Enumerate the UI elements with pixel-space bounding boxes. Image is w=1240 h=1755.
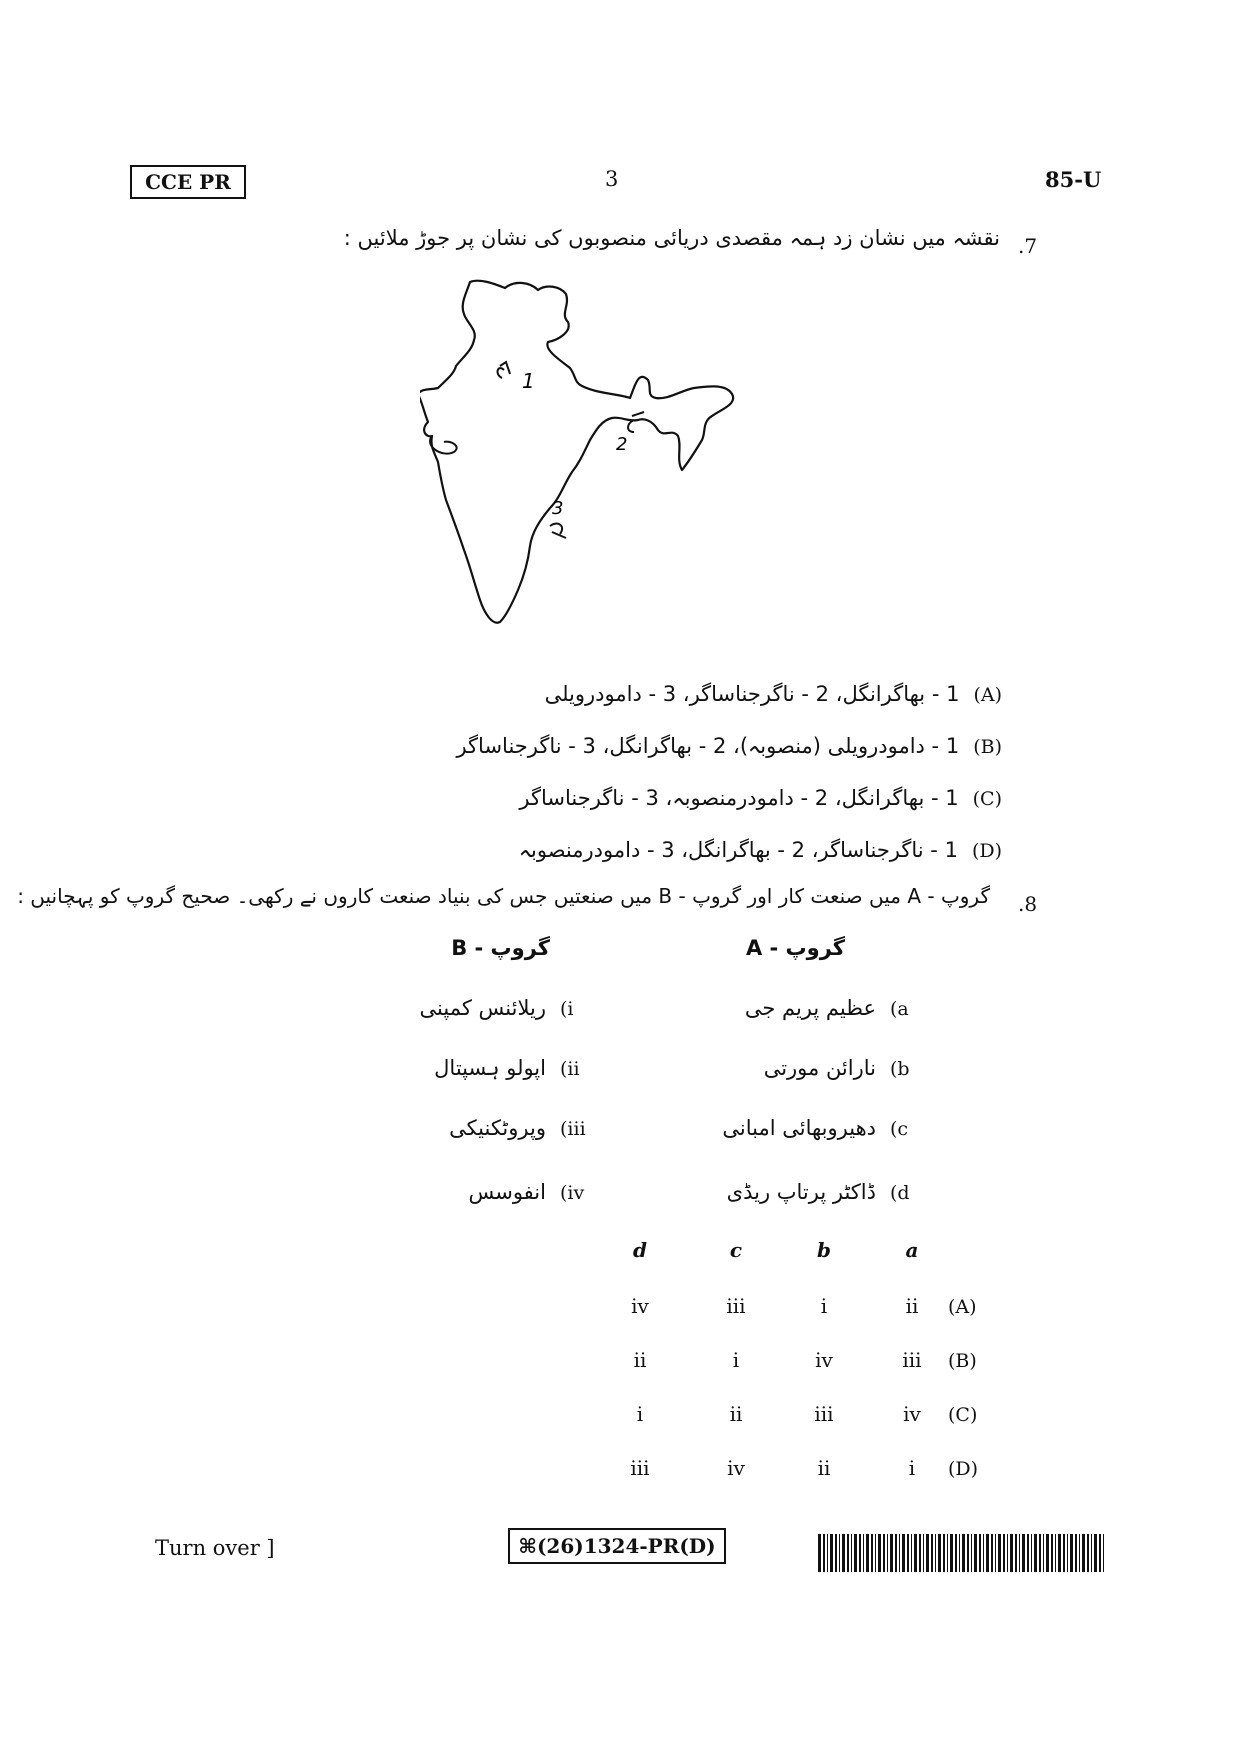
q8-text: گروپ - A میں صنعت کار اور گروپ - B میں صنعتیں جس کی بنیاد صنعت کاروں نے رکھی۔ صحیح گروپ کو پہچانیں : <box>17 884 990 908</box>
barcode-bar <box>863 1534 864 1572</box>
barcode-bar <box>959 1534 960 1572</box>
group-b-item-label: (ii <box>560 1058 580 1080</box>
group-b-item-label: (i <box>560 998 574 1020</box>
answer-cell: iii <box>630 1456 650 1480</box>
answer-cell: ii <box>729 1402 743 1426</box>
group-b-item <box>449 1116 600 1140</box>
q7-option-a <box>545 682 1002 706</box>
barcode-bar <box>895 1534 897 1572</box>
barcode-bar <box>1055 1534 1056 1572</box>
barcode-bar <box>926 1534 929 1572</box>
barcode-bar <box>1079 1534 1080 1572</box>
barcode-bar <box>907 1534 909 1572</box>
barcode-bar <box>1063 1534 1065 1572</box>
barcode-bar <box>995 1534 996 1572</box>
group-a-item-label: (c <box>890 1118 909 1140</box>
barcode-bar <box>1075 1534 1077 1572</box>
barcode-bar <box>890 1534 893 1572</box>
barcode-bar <box>974 1534 977 1572</box>
barcode-bar <box>835 1534 837 1572</box>
answer-row-letter: (B) <box>948 1350 977 1372</box>
barcode-bar <box>1103 1534 1104 1572</box>
q7-text: نقشہ میں نشان زد ہمہ مقصدی دریائی منصوبوں کی نشان پر جوڑ ملائیں : <box>343 226 1000 250</box>
barcode-bar <box>1091 1534 1092 1572</box>
barcode-bar <box>911 1534 912 1572</box>
group-b-item-label: (iv <box>560 1182 585 1204</box>
barcode-bar <box>1019 1534 1020 1572</box>
answer-cell: iv <box>903 1402 921 1426</box>
answer-cell: iii <box>814 1402 834 1426</box>
group-a-item <box>764 1056 930 1080</box>
barcode-bar <box>1007 1534 1008 1572</box>
barcode-bar <box>923 1534 924 1572</box>
india-map <box>420 270 820 650</box>
group-b-title: گروپ - B <box>451 936 550 960</box>
answer-cell: i <box>908 1456 916 1480</box>
turn-over-text: Turn over ] <box>155 1536 275 1560</box>
q7-option-d <box>519 838 1002 862</box>
barcode-bar <box>998 1534 1001 1572</box>
page-number: 3 <box>605 167 619 191</box>
barcode-bar <box>839 1534 840 1572</box>
barcode-bar <box>1003 1534 1005 1572</box>
barcode-bar <box>1082 1534 1085 1572</box>
q7-option-d-text: 1 - ناگرجناساگر، 2 - بھاگرانگل، 3 - دامودرمنصوبہ <box>518 838 958 862</box>
footer-code: ⌘(26)1324-PR(D) <box>508 1528 726 1564</box>
group-b-item <box>468 1180 600 1204</box>
barcode-bar <box>1027 1534 1029 1572</box>
barcode-bar <box>1099 1534 1101 1572</box>
answer-cell: iv <box>727 1456 745 1480</box>
barcode-bar <box>991 1534 993 1572</box>
group-b-item-text: ریلائنس کمپنی <box>419 996 546 1020</box>
barcode-bar <box>967 1534 969 1572</box>
barcode-bar <box>842 1534 845 1572</box>
answer-cell: ii <box>633 1348 647 1372</box>
answer-cell: i <box>636 1402 644 1426</box>
barcode-bar <box>859 1534 861 1572</box>
barcode-bar <box>902 1534 905 1572</box>
group-a-item-text: عظیم پریم جی <box>744 996 876 1020</box>
barcode-bar <box>1039 1534 1041 1572</box>
barcode-bar <box>827 1534 828 1572</box>
barcode-bar <box>854 1534 857 1572</box>
barcode-bar <box>1058 1534 1061 1572</box>
barcode-bar <box>986 1534 989 1572</box>
group-b-item <box>420 996 600 1020</box>
answer-grid-header <box>610 1238 942 1262</box>
answer-cell: ii <box>817 1456 831 1480</box>
barcode-bar <box>1010 1534 1013 1572</box>
barcode-bar <box>1034 1534 1037 1572</box>
answer-cell: ii <box>905 1294 919 1318</box>
barcode-bar <box>883 1534 885 1572</box>
barcode-bar <box>914 1534 917 1572</box>
group-a-item-text: ڈاکٹر پرتاپ ریڈی <box>726 1180 876 1204</box>
barcode-bar <box>823 1534 825 1572</box>
group-a-item <box>727 1180 930 1204</box>
barcode-bar <box>1046 1534 1049 1572</box>
barcode-bar <box>1022 1534 1025 1572</box>
group-a-item <box>745 996 930 1020</box>
map-label-3: 3 <box>552 498 564 519</box>
barcode-bar <box>847 1534 849 1572</box>
q7-option-d-letter: (D) <box>971 840 1002 862</box>
answer-row <box>610 1402 977 1426</box>
group-b-item-text: اپولو ہسپتال <box>434 1056 546 1080</box>
barcode-bar <box>919 1534 921 1572</box>
barcode-bar <box>1015 1534 1017 1572</box>
barcode-bar <box>866 1534 869 1572</box>
q7-option-b-letter: (B) <box>973 736 1002 758</box>
q8-number: .8 <box>1018 892 1038 916</box>
q7-option-a-letter: (A) <box>973 684 1002 706</box>
group-a-title: گروپ - A <box>745 936 845 960</box>
barcode-bar <box>931 1534 933 1572</box>
answer-row-letter: (C) <box>948 1404 978 1426</box>
answer-row-letter: (A) <box>948 1296 977 1318</box>
barcode-bar <box>899 1534 900 1572</box>
group-a-item-label: (a <box>890 998 909 1020</box>
barcode-bar <box>983 1534 984 1572</box>
group-a-item-text: نارائن مورتی <box>763 1056 876 1080</box>
answer-row-letter: (D) <box>948 1458 979 1480</box>
barcode-bar <box>871 1534 873 1572</box>
barcode-bar <box>1043 1534 1044 1572</box>
q7-option-c-letter: (C) <box>972 788 1002 810</box>
q7-number: .7 <box>1018 234 1038 258</box>
answer-cell: iv <box>815 1348 833 1372</box>
group-b-item-text: وپروٹکنیکی <box>449 1116 546 1140</box>
barcode-bar <box>938 1534 941 1572</box>
answer-header-cell: b <box>817 1238 831 1262</box>
group-b-item-label: (iii <box>560 1118 586 1140</box>
barcode-bar <box>971 1534 972 1572</box>
answer-header-cell: d <box>633 1238 647 1262</box>
barcode-bar <box>875 1534 876 1572</box>
map-label-2: 2 <box>616 434 628 455</box>
group-b-item <box>434 1056 600 1080</box>
barcode-bar <box>1094 1534 1097 1572</box>
group-a-item-label: (d <box>890 1182 910 1204</box>
q7-option-c-text: 1 - بھاگرانگل، 2 - دامودرمنصوبہ، 3 - ناگرجناساگر <box>519 786 959 810</box>
answer-header-cell: c <box>729 1238 743 1262</box>
paper-code: 85-U <box>1045 167 1102 192</box>
answer-cell: i <box>732 1348 740 1372</box>
barcode-bar <box>878 1534 881 1572</box>
answer-cell: i <box>820 1294 828 1318</box>
barcode-bar <box>887 1534 888 1572</box>
barcode <box>818 1534 1108 1574</box>
answer-cell: iv <box>631 1294 649 1318</box>
barcode-bar <box>830 1534 833 1572</box>
barcode-bar <box>955 1534 957 1572</box>
barcode-bar <box>851 1534 852 1572</box>
q7-option-b-text: 1 - دامودرویلی (منصوبہ)، 2 - بھاگرانگل، 3 - ناگرجناساگر <box>456 734 960 758</box>
group-b-item-text: انفوسس <box>468 1180 546 1204</box>
map-label-1: 1 <box>522 369 535 393</box>
barcode-bar <box>1031 1534 1032 1572</box>
answer-row <box>610 1456 978 1480</box>
answer-row <box>610 1294 977 1318</box>
q7-option-a-text: 1 - بھاگرانگل، 2 - ناگرجناساگر، 3 - دامودرویلی <box>544 682 960 706</box>
answer-row <box>610 1348 977 1372</box>
q7-option-c <box>519 786 1002 810</box>
answer-header-cell: a <box>905 1238 919 1262</box>
dam-mark-3 <box>550 524 566 538</box>
barcode-bar <box>943 1534 945 1572</box>
barcode-bar <box>1070 1534 1073 1572</box>
group-a-item-text: دھیروبھائی امبانی <box>722 1116 876 1140</box>
q7-option-b <box>456 734 1002 758</box>
dam-mark-1 <box>498 362 510 378</box>
barcode-bar <box>950 1534 953 1572</box>
dam-mark-2 <box>628 412 644 432</box>
barcode-bar <box>962 1534 965 1572</box>
barcode-bar <box>979 1534 981 1572</box>
barcode-bar <box>818 1534 821 1572</box>
barcode-bar <box>1087 1534 1089 1572</box>
barcode-bar <box>1051 1534 1053 1572</box>
answer-cell: iii <box>902 1348 922 1372</box>
barcode-bar <box>1067 1534 1068 1572</box>
barcode-bar <box>947 1534 948 1572</box>
barcode-bar <box>935 1534 936 1572</box>
group-a-item <box>722 1116 930 1140</box>
header-left-code: CCE PR <box>130 165 246 199</box>
india-outline <box>420 281 733 623</box>
group-a-item-label: (b <box>890 1058 910 1080</box>
answer-cell: iii <box>726 1294 746 1318</box>
